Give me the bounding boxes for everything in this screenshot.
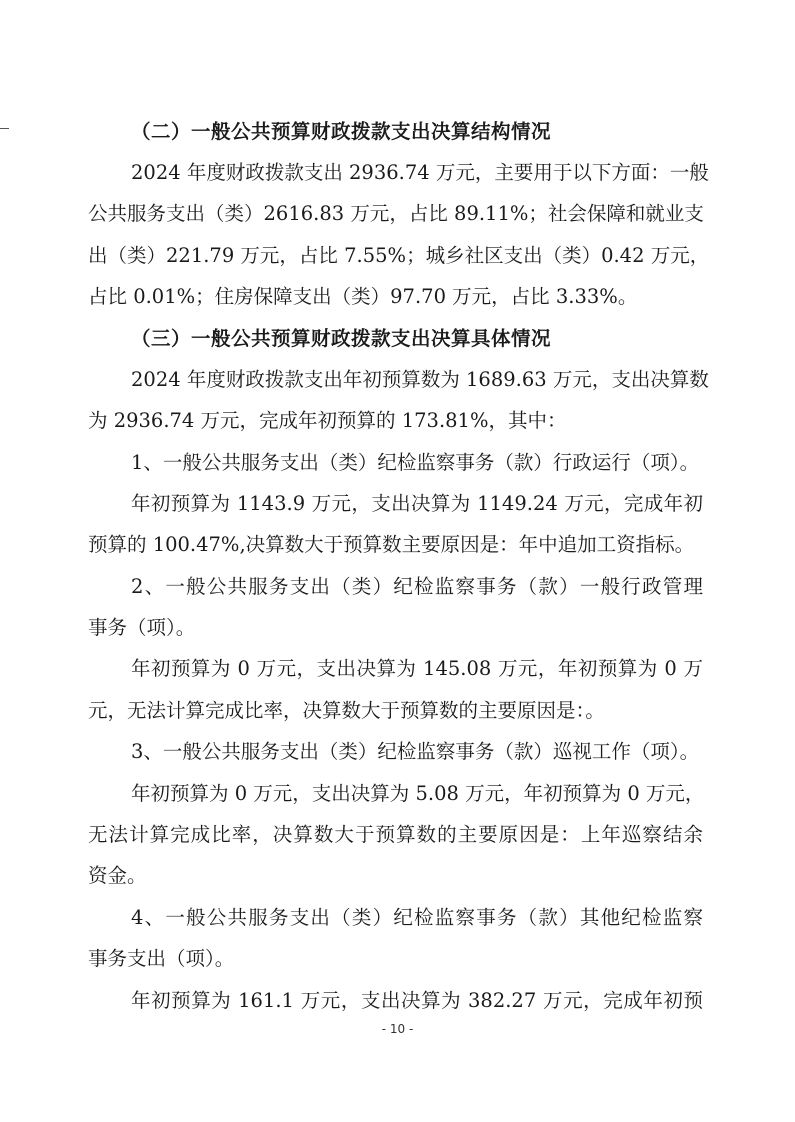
paragraph-line: 公共服务支出（类）2616.83 万元，占比 89.11%；社会保障和就业支 [88, 202, 704, 225]
item-2-title: 2、一般公共服务支出（类）纪检监察事务（款）一般行政管理 [131, 575, 703, 598]
paragraph-line: 出（类）221.79 万元，占比 7.55%；城乡社区支出（类）0.42 万元， [88, 244, 710, 267]
margin-mark [0, 128, 9, 129]
section-3-heading: （三）一般公共预算财政拨款支出决算具体情况 [131, 327, 552, 350]
paragraph-line: 2024 年度财政拨款支出 2936.74 万元，主要用于以下方面：一般 [131, 161, 709, 184]
paragraph-line: 元，无法计算完成比率，决算数大于预算数的主要原因是：。 [88, 699, 605, 722]
paragraph-line: 年初预算为 0 万元，支出决算为 145.08 万元，年初预算为 0 万 [131, 657, 703, 680]
page-number: - 10 - [381, 1022, 414, 1036]
paragraph-line: 占比 0.01%；住房保障支出（类）97.70 万元，占比 3.33%。 [88, 285, 638, 308]
item-3-title: 3、一般公共服务支出（类）纪检监察事务（款）巡视工作（项）。 [131, 740, 700, 763]
item-4-title-cont: 事务支出（项）。 [88, 947, 235, 970]
paragraph-line: 为 2936.74 万元，完成年初预算的 173.81%，其中： [88, 409, 567, 432]
paragraph-line: 年初预算为 161.1 万元，支出决算为 382.27 万元，完成年初预 [131, 989, 703, 1012]
paragraph-line: 年初预算为 0 万元，支出决算为 5.08 万元，年初预算为 0 万元， [131, 782, 705, 805]
item-4-title: 4、一般公共服务支出（类）纪检监察事务（款）其他纪检监察 [131, 906, 703, 929]
paragraph-line: 资金。 [88, 864, 147, 887]
paragraph-line: 无法计算完成比率，决算数大于预算数的主要原因是：上年巡察结余 [88, 823, 703, 846]
paragraph-line: 2024 年度财政拨款支出年初预算数为 1689.63 万元，支出决算数 [131, 368, 709, 391]
section-2-heading: （二）一般公共预算财政拨款支出决算结构情况 [131, 120, 552, 143]
paragraph-line: 年初预算为 1143.9 万元，支出决算为 1149.24 万元，完成年初 [131, 492, 703, 515]
item-1-title: 1、一般公共服务支出（类）纪检监察事务（款）行政运行（项）。 [131, 451, 700, 474]
item-2-title-cont: 事务（项）。 [88, 616, 196, 639]
paragraph-line: 预算的 100.47%,决算数大于预算数主要原因是：年中追加工资指标。 [88, 533, 695, 556]
